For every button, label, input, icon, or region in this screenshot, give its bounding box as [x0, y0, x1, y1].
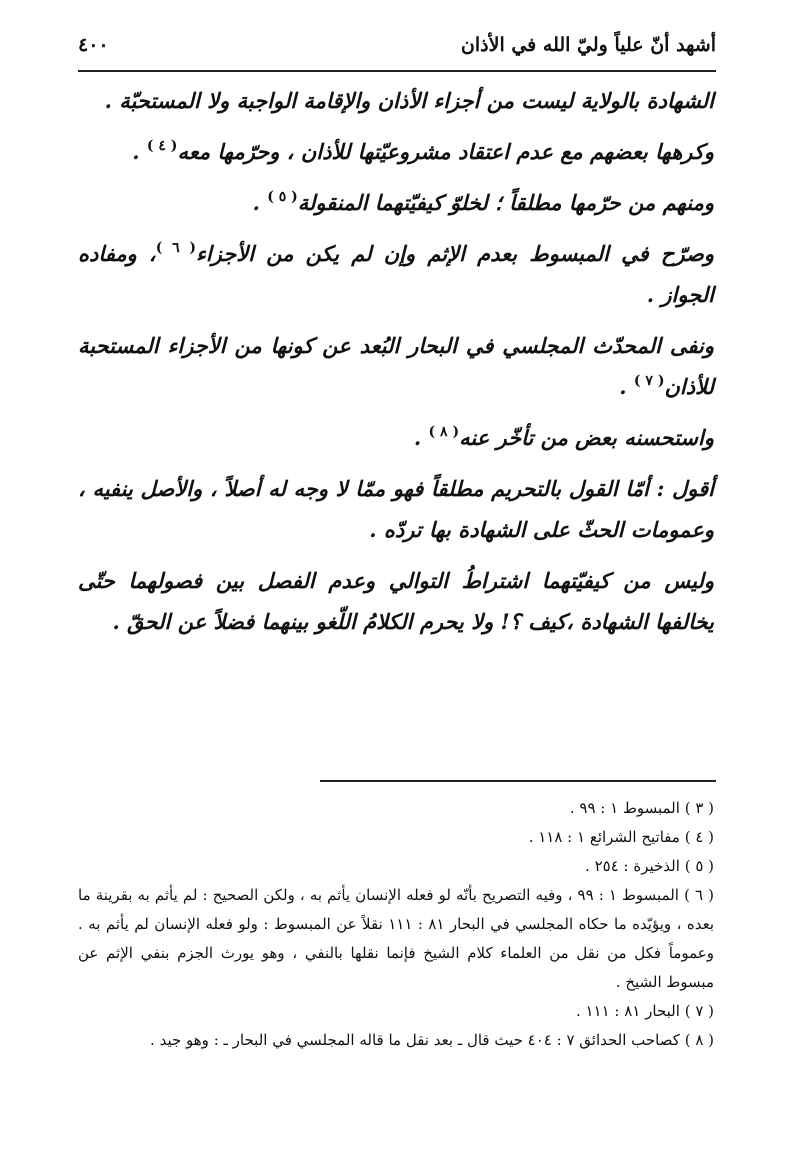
- paragraph-text: الشهادة بالولاية ليست من أجزاء الأذان والإقامة الواجبة ولا المستحبّة .: [104, 88, 714, 113]
- paragraph-text: ونفى المحدّث المجلسي في البحار البُعد عن كونها من الأجزاء المستحبة للأذان: [78, 333, 714, 399]
- paragraph-text: ومنهم من حرّمها مطلقاً ؛ لخلوّ كيفيّتهما المنقولة: [297, 190, 714, 215]
- paragraph: [78, 233, 714, 315]
- footnote: [78, 1026, 714, 1055]
- footnote-text: البحار ٨١ : ١١١ .: [575, 1002, 680, 1020]
- paragraph: [78, 80, 714, 121]
- running-title: أشهد أنّ علياً وليّ الله في الأذان: [460, 34, 716, 56]
- paragraph-text: وصرّح في المبسوط بعدم الإثم وإن لم يكن من الأجزاء: [195, 241, 715, 266]
- footnote-number: ( ٥ ): [684, 857, 714, 875]
- paragraph-text: وكرهها بعضهم مع عدم اعتقاد مشروعيّتها للأذان ، وحرّمها معه: [177, 139, 714, 164]
- footnote-text: كصاحب الحدائق ٧ : ٤٠٤ حيث قال ـ بعد نقل ما قاله المجلسي في البحار ـ : وهو جيد .: [150, 1031, 680, 1049]
- footnote-number: ( ٨ ): [684, 1031, 714, 1049]
- paragraph-text: .: [619, 374, 627, 399]
- footnote-reference: ( ٦ ): [155, 240, 196, 256]
- paragraph: [78, 182, 714, 223]
- footnote-reference: ( ٥ ): [267, 189, 298, 205]
- main-text: [78, 80, 714, 652]
- paragraph: [78, 560, 714, 642]
- paragraph-text: .: [132, 139, 140, 164]
- paragraph-text: .: [413, 425, 422, 450]
- footnote: [78, 823, 714, 852]
- footnote-separator: [320, 780, 716, 782]
- page-header: [78, 30, 716, 72]
- footnote-number: ( ٦ ): [684, 886, 714, 904]
- paragraph-text: .: [252, 190, 260, 215]
- footnote-text: مفاتيح الشرائع ١ : ١١٨ .: [528, 828, 680, 846]
- paragraph: [78, 325, 714, 407]
- footnote-number: ( ٣ ): [684, 799, 714, 817]
- footnote: [78, 852, 714, 881]
- footnote-number: ( ٧ ): [684, 1002, 714, 1020]
- footnote: [78, 881, 714, 997]
- paragraph-text: أقول : أمّا القول بالتحريم مطلقاً فهو ممّا لا وجه له أصلاً ، والأصل ينفيه ، وعمومات الحثّ على الشهادة بها تردّه .: [78, 476, 714, 542]
- footnotes: [78, 794, 714, 1055]
- footnote: [78, 997, 714, 1026]
- page-number: ٤٠٠: [78, 34, 109, 56]
- paragraph-text: ، ومفاده الجواز .: [78, 241, 714, 307]
- footnote: [78, 794, 714, 823]
- paragraph: [78, 468, 714, 550]
- paragraph-text: واستحسنه بعض من تأخّر عنه: [459, 425, 714, 450]
- footnote-number: ( ٤ ): [684, 828, 714, 846]
- footnote-text: الذخيرة : ٢٥٤ .: [585, 857, 680, 875]
- footnote-reference: ( ٨ ): [428, 424, 460, 440]
- paragraph: [78, 131, 714, 172]
- footnote-text: المبسوط ١ : ٩٩ .: [569, 799, 680, 817]
- paragraph: [78, 417, 714, 458]
- paragraph-text: وليس من كيفيّتهما اشتراطُ التوالي وعدم الفصل بين فصولهما حتّى يخالفها الشهادة ،كيف ؟! ولا يحرم الكلامُ اللّغو بينهما فضلاً عن الحقّ .: [78, 568, 714, 634]
- footnote-reference: ( ٤ ): [146, 138, 178, 154]
- footnote-reference: ( ٧ ): [633, 373, 665, 389]
- footnote-text: المبسوط ١ : ٩٩ ، وفيه التصريح بأنّه لو فعله الإنسان يأثم به ، ولكن الصحيح : لم يأثم به بقرينة ما بعده ، ويؤيّده ما حكاه المجلسي في البحار ٨١ : ١١١ نقلاً عن المبسوط : ولو فعله الإنسان لم يأثم به . وعموماً فكل من نقل من العلماء كلام الشيخ فإنما نقلها بالنفي ، وهو يورث الجزم بنفي الإثم عن مبسوط الشيخ .: [78, 886, 715, 991]
